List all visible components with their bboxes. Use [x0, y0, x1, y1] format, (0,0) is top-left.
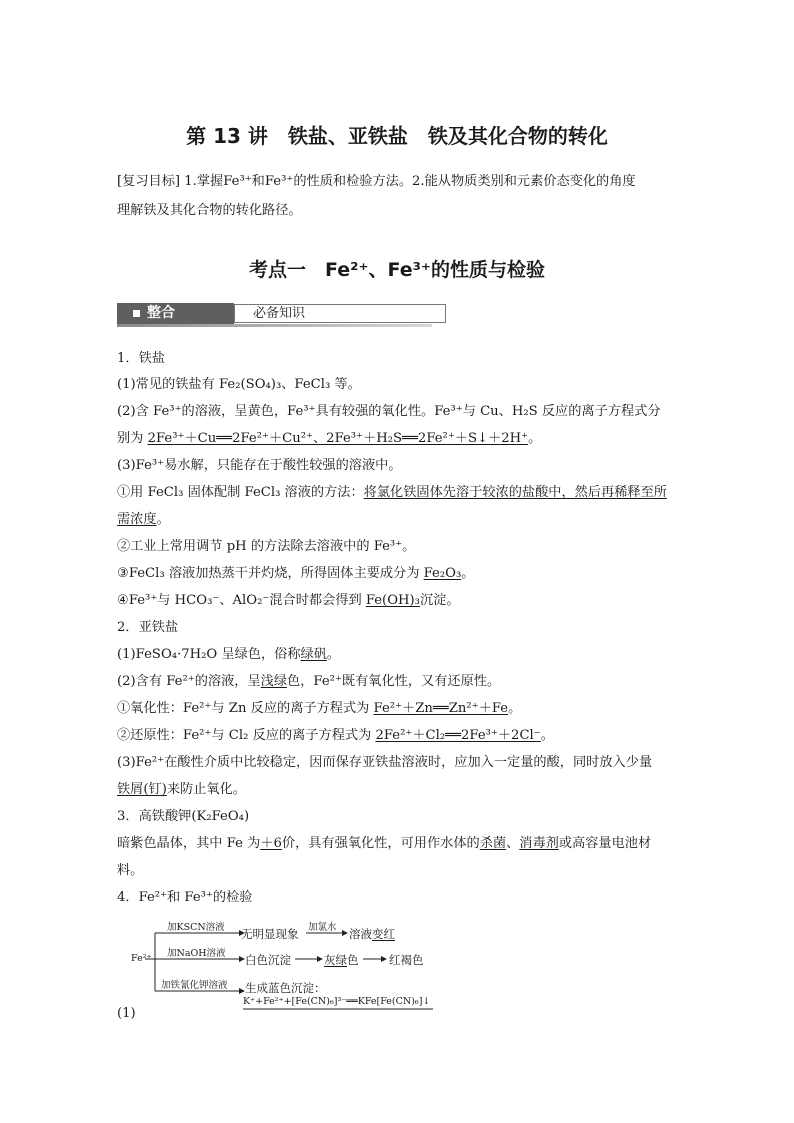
- para-6-suffix: 。: [156, 512, 170, 527]
- para-10: [117, 644, 679, 665]
- answer-valence: ＋6: [260, 836, 282, 851]
- review-tag: [复习目标]: [117, 174, 181, 189]
- para-10-prefix: (1)FeSO₄·7H₂O 呈绿色，俗称: [117, 647, 301, 662]
- para-16-a: 暗紫色晶体，其中 Fe 为: [117, 836, 261, 851]
- answer-equations-fe3: 2Fe³⁺＋Cu══2Fe²⁺＋Cu²⁺、2Fe³⁺＋H₂S══2Fe²⁺＋S↓＋2H⁺: [147, 431, 529, 446]
- para-3-prefix: 别为: [117, 431, 148, 446]
- para-17: 料。: [117, 863, 144, 878]
- para-12-suffix: 。: [508, 701, 522, 716]
- diagram-reagent-ferricyanide: 加铁氰化钾溶液: [161, 980, 228, 991]
- banner-bar: [117, 324, 432, 327]
- answer-method-part2: 需浓度: [117, 512, 157, 527]
- para-11: [117, 671, 679, 692]
- para-3: [117, 428, 679, 449]
- para-14: (3)Fe²⁺在酸性介质中比较稳定，因而保存亚铁盐溶液时，应加入一定量的酸，同时放入少量: [117, 755, 653, 770]
- diagram-graygreen-b: 色: [347, 953, 359, 967]
- para-16-g: 或高容量电池材: [558, 836, 652, 851]
- diagram-result-blue: 生成蓝色沉淀：: [245, 981, 326, 995]
- heading-ferrate: 3．高铁酸钾(K₂FeO₄): [117, 809, 250, 824]
- diagram-ion: Fe²⁺: [131, 953, 152, 964]
- answer-light-green: 浅绿: [260, 674, 288, 689]
- para-12: [117, 698, 679, 719]
- answer-iron-filings: 铁屑(钉): [117, 782, 167, 797]
- review-goals-line2: 理解铁及其化合物的转化路径。: [117, 203, 302, 218]
- answer-method-part1: 将氯化铁固体先溶于较浓的盐酸中，然后再稀释至所: [363, 485, 667, 500]
- diagram-result-redbrown: 红褐色: [389, 953, 424, 967]
- review-text-1: 1.掌握Fe³⁺和Fe³⁺的性质和检验方法。2.能从物质类别和元素价态变化的角度: [184, 174, 636, 189]
- para-3-suffix: 。: [528, 431, 542, 446]
- diagram-graygreen-a: 灰绿: [324, 953, 347, 967]
- para-11-suffix: 色，Fe²⁺既有氧化性，又有还原性。: [287, 674, 501, 689]
- banner-tag-integrate: [117, 303, 234, 324]
- para-2: (2)含 Fe³⁺的溶液，呈黄色，Fe³⁺具有较强的氧化性。Fe³⁺与 Cu、H₂S 反应的离子方程式分: [117, 404, 661, 419]
- para-8-prefix: ③FeCl₃ 溶液加热蒸干并灼烧，所得固体主要成分为: [117, 566, 424, 581]
- heading-iron-salt: 1．铁盐: [117, 351, 165, 366]
- para-1: (1)常见的铁盐有 Fe₂(SO₄)₃、FeCl₃ 等。: [117, 377, 361, 392]
- para-15-suffix: 来防止氧化。: [166, 782, 246, 797]
- diagram-reagent-naoh: 加NaOH溶液: [167, 948, 226, 959]
- review-goals-line1: [117, 171, 679, 192]
- diagram-reagent-kscn: 加KSCN溶液: [167, 922, 225, 933]
- section-title: 考点一 Fe²⁺、Fe³⁺的性质与检验: [249, 259, 545, 281]
- page-title: 第 13 讲 铁盐、亚铁盐 铁及其化合物的转化: [186, 124, 608, 148]
- diagram-result-red-b: 变红: [372, 927, 395, 941]
- answer-disinfectant: 消毒剂: [519, 836, 559, 851]
- para-11-prefix: (2)含有 Fe²⁺的溶液，呈: [117, 674, 261, 689]
- para-8-suffix: 。: [461, 566, 475, 581]
- para-16-e: 、: [506, 836, 520, 851]
- diagram-equation-blue: K⁺+Fe²⁺+[Fe(CN)₆]³⁻══KFe[Fe(CN)₆]↓: [243, 996, 431, 1007]
- diagram-reagent-chlorine: 加氯水: [308, 922, 337, 933]
- para-13-prefix: ②还原性：Fe²⁺与 Cl₂ 反应的离子方程式为: [117, 728, 376, 743]
- para-16: [117, 833, 679, 854]
- para-9-suffix: 沉淀。: [419, 593, 460, 608]
- heading-ferrous-salt: 2．亚铁盐: [117, 620, 179, 635]
- heading-detection: 4．Fe²⁺和 Fe³⁺的检验: [117, 890, 253, 905]
- para-16-c: 价，具有强氧化性，可用作水体的: [281, 836, 480, 851]
- diagram-result-white: 白色沉淀: [245, 953, 291, 967]
- diagram-result-red-a: 溶液: [349, 927, 372, 941]
- para-4: (3)Fe³⁺易水解，只能存在于酸性较强的溶液中。: [117, 458, 402, 473]
- diagram-result-red: [349, 926, 395, 942]
- para-10-suffix: 。: [326, 647, 341, 662]
- detection-diagram: [117, 915, 467, 1015]
- para-15: [117, 779, 679, 800]
- item-1-label: (1): [117, 1006, 136, 1021]
- answer-green-vitriol: 绿矾: [300, 647, 327, 662]
- banner-left-label: 整合: [147, 305, 175, 321]
- diagram-result-graygreen: [324, 952, 359, 968]
- answer-eq-cl2: 2Fe²⁺＋Cl₂══2Fe³⁺＋2Cl⁻: [375, 728, 541, 743]
- para-7: ②工业上常用调节 pH 的方法除去溶液中的 Fe³⁺。: [117, 539, 416, 554]
- square-bullet-icon: [133, 310, 140, 317]
- para-12-prefix: ①氧化性：Fe²⁺与 Zn 反应的离子方程式为: [117, 701, 374, 716]
- answer-eq-zn: Fe²⁺＋Zn══Zn²⁺＋Fe: [373, 701, 509, 716]
- para-6: [117, 509, 679, 530]
- para-8: [117, 563, 679, 584]
- para-9: [117, 590, 679, 611]
- diagram-result-no-change: 无明显现象: [241, 927, 299, 941]
- para-5-prefix: ①用 FeCl₃ 固体配制 FeCl₃ 溶液的方法：: [117, 485, 364, 500]
- banner-tag-knowledge: 必备知识: [234, 304, 446, 323]
- para-5: [117, 482, 679, 503]
- answer-feoh3: Fe(OH)₃: [365, 593, 420, 608]
- para-9-prefix: ④Fe³⁺与 HCO₃⁻、AlO₂⁻混合时都会得到: [117, 593, 366, 608]
- answer-sterilize: 杀菌: [479, 836, 507, 851]
- answer-fe2o3: Fe₂O₃: [423, 566, 462, 581]
- para-13: [117, 725, 679, 746]
- section-banner: [117, 303, 432, 327]
- para-13-suffix: 。: [540, 728, 554, 743]
